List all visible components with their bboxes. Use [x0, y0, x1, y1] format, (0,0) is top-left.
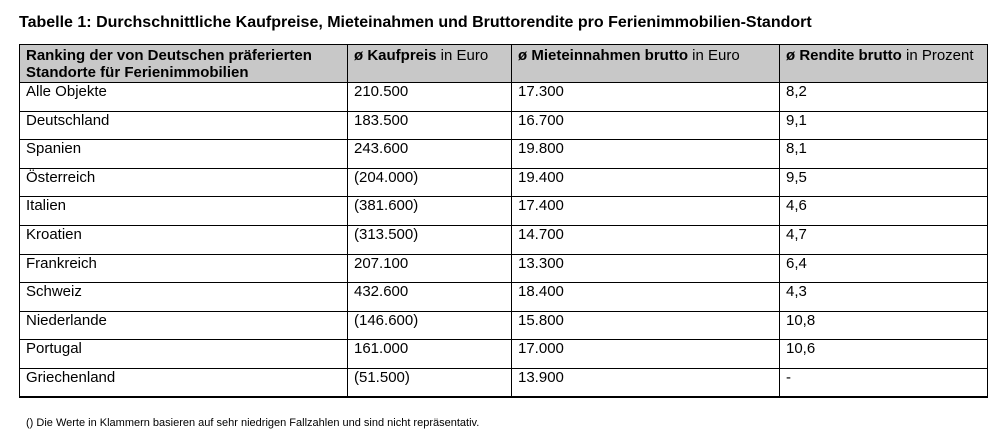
cell-standort: Spanien — [20, 140, 348, 169]
table-row — [20, 168, 988, 197]
table-row — [20, 283, 988, 312]
cell-mieteinnahmen: 19.400 — [512, 168, 780, 197]
header-rendite: ø Rendite brutto in Prozent — [780, 45, 988, 83]
cell-kaufpreis: 243.600 — [348, 140, 512, 169]
table-row — [20, 83, 988, 112]
header-mieteinnahmen: ø Mieteinnahmen brutto in Euro — [512, 45, 780, 83]
cell-kaufpreis: 207.100 — [348, 254, 512, 283]
cell-standort: Österreich — [20, 168, 348, 197]
cell-kaufpreis: 432.600 — [348, 283, 512, 312]
table-row — [20, 311, 988, 340]
cell-kaufpreis: (204.000) — [348, 168, 512, 197]
cell-rendite: 4,3 — [780, 283, 988, 312]
cell-rendite: 9,5 — [780, 168, 988, 197]
cell-mieteinnahmen: 16.700 — [512, 111, 780, 140]
header-standort: Ranking der von Deutschen präferierten Standorte für Ferienimmobilien — [20, 45, 348, 83]
table-row — [20, 254, 988, 283]
cell-standort: Alle Objekte — [20, 83, 348, 112]
cell-rendite: 10,6 — [780, 340, 988, 369]
cell-rendite: 10,8 — [780, 311, 988, 340]
table-header-row — [20, 45, 988, 83]
data-table — [19, 44, 988, 398]
cell-standort: Deutschland — [20, 111, 348, 140]
cell-standort: Frankreich — [20, 254, 348, 283]
cell-kaufpreis: 210.500 — [348, 83, 512, 112]
cell-mieteinnahmen: 17.000 — [512, 340, 780, 369]
cell-standort: Griechenland — [20, 368, 348, 397]
table-footnote: () Die Werte in Klammern basieren auf sehr niedrigen Fallzahlen und sind nicht repräsentativ. — [26, 417, 480, 429]
cell-kaufpreis: (313.500) — [348, 225, 512, 254]
cell-mieteinnahmen: 19.800 — [512, 140, 780, 169]
cell-mieteinnahmen: 13.900 — [512, 368, 780, 397]
cell-standort: Schweiz — [20, 283, 348, 312]
cell-kaufpreis: (381.600) — [348, 197, 512, 226]
table-row — [20, 111, 988, 140]
cell-kaufpreis: (51.500) — [348, 368, 512, 397]
cell-rendite: - — [780, 368, 988, 397]
cell-mieteinnahmen: 15.800 — [512, 311, 780, 340]
cell-rendite: 6,4 — [780, 254, 988, 283]
cell-rendite: 8,1 — [780, 140, 988, 169]
cell-rendite: 4,7 — [780, 225, 988, 254]
cell-kaufpreis: (146.600) — [348, 311, 512, 340]
cell-kaufpreis: 161.000 — [348, 340, 512, 369]
cell-kaufpreis: 183.500 — [348, 111, 512, 140]
table-row — [20, 340, 988, 369]
cell-standort: Portugal — [20, 340, 348, 369]
table-row — [20, 368, 988, 397]
table-row — [20, 197, 988, 226]
table-row — [20, 140, 988, 169]
cell-mieteinnahmen: 13.300 — [512, 254, 780, 283]
cell-standort: Niederlande — [20, 311, 348, 340]
cell-mieteinnahmen: 17.400 — [512, 197, 780, 226]
cell-standort: Kroatien — [20, 225, 348, 254]
table-caption: Tabelle 1: Durchschnittliche Kaufpreise, Mieteinahmen und Bruttorendite pro Ferienimmobilien-Standort — [19, 14, 812, 31]
header-kaufpreis: ø Kaufpreis in Euro — [348, 45, 512, 83]
cell-standort: Italien — [20, 197, 348, 226]
cell-mieteinnahmen: 14.700 — [512, 225, 780, 254]
cell-rendite: 9,1 — [780, 111, 988, 140]
table-row — [20, 225, 988, 254]
cell-rendite: 8,2 — [780, 83, 988, 112]
cell-mieteinnahmen: 18.400 — [512, 283, 780, 312]
cell-rendite: 4,6 — [780, 197, 988, 226]
cell-mieteinnahmen: 17.300 — [512, 83, 780, 112]
